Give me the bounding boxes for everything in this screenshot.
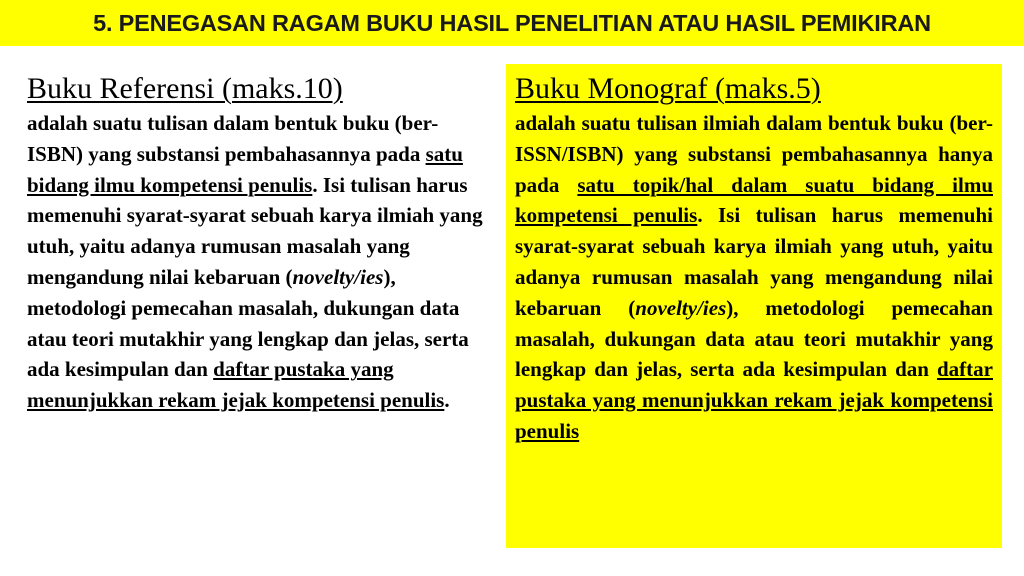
body-text: ), metodologi pemecahan masalah, dukungan data atau teori mutakhir yang lengkap dan jelas, serta ada kesimpulan dan — [515, 295, 993, 382]
body-text: . Isi tulisan harus memenuhi syarat-syarat sebuah karya ilmiah yang utuh, yaitu adanya rumusan masalah yang mengandung nilai kebaruan ( — [27, 172, 483, 289]
underlined-text: daftar pustaka yang menunjukkan rekam jejak kompetensi penulis — [27, 357, 445, 413]
underlined-text: daftar pustaka yang menunjukkan rekam jejak kompetensi penulis — [515, 357, 993, 443]
italic-term: novelty/ies — [292, 264, 384, 289]
underlined-text: satu bidang ilmu kompetensi penulis — [27, 141, 463, 197]
title-bar — [0, 0, 1024, 46]
body-text: . — [444, 388, 450, 413]
underlined-text: satu topik/hal dalam suatu bidang ilmu kompetensi penulis — [515, 172, 994, 228]
buku-monograf-body — [515, 108, 993, 447]
page-title: 5. PENEGASAN RAGAM BUKU HASIL PENELITIAN ATAU HASIL PEMIKIRAN — [93, 9, 931, 36]
buku-monograf-column — [506, 64, 1002, 548]
body-text: adalah suatu tulisan ilmiah dalam bentuk buku (ber-ISSN/ISBN) yang substansi pembahasannya hanya pada — [515, 111, 993, 197]
buku-referensi-column — [27, 70, 489, 416]
italic-term: novelty/ies — [635, 295, 727, 320]
body-text: . Isi tulisan harus memenuhi syarat-syarat sebuah karya ilmiah yang utuh, yaitu adanya rumusan masalah yang mengandung nilai kebaruan ( — [515, 203, 993, 320]
body-text: ), metodologi pemecahan masalah, dukungan data atau teori mutakhir yang lengkap dan jelas, serta ada kesimpulan dan — [27, 264, 469, 382]
body-text: adalah suatu tulisan dalam bentuk buku (ber-ISBN) yang substansi pembahasannya pada — [27, 111, 439, 166]
buku-referensi-heading: Buku Referensi (maks.10) — [27, 72, 343, 105]
buku-referensi-body — [27, 108, 489, 416]
buku-monograf-heading: Buku Monograf (maks.5) — [515, 72, 821, 105]
